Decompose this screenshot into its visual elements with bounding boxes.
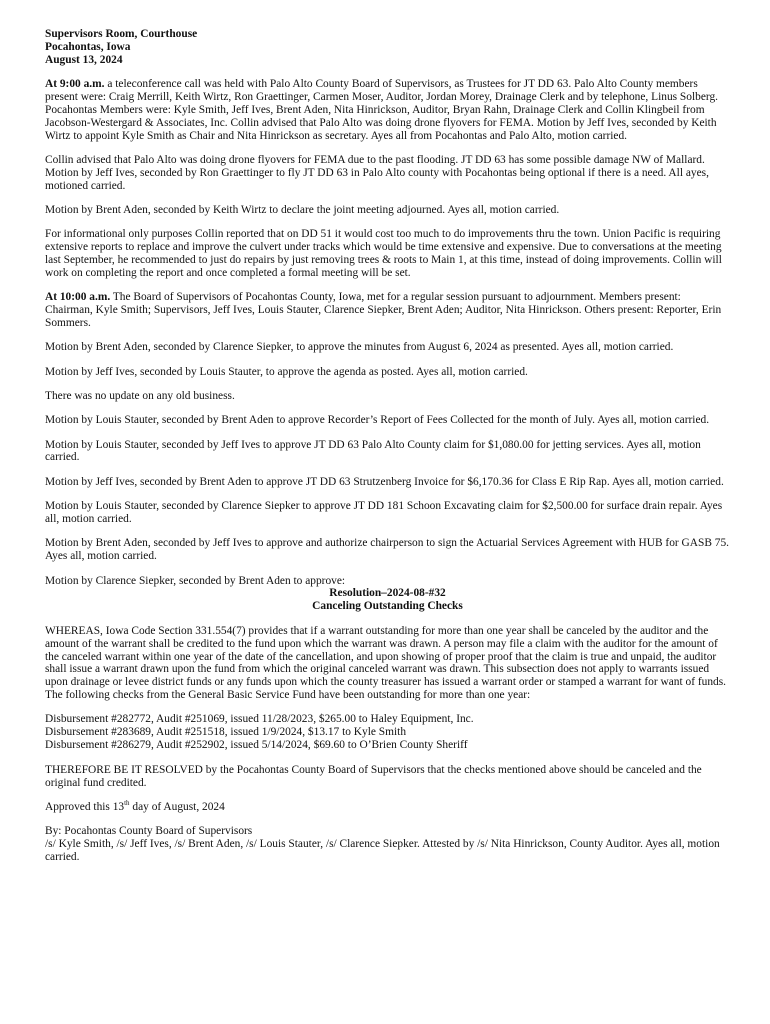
palo-alto-claim-paragraph: Motion by Louis Stauter, seconded by Jeff Ives to approve JT DD 63 Palo Alto County claim for $1,080.00 for jetting services. Ayes all, motion carried. [45, 438, 701, 464]
disbursement-list [45, 713, 730, 751]
city-line: Pocahontas, Iowa [45, 40, 131, 53]
adjourn-joint-meeting-paragraph: Motion by Brent Aden, seconded by Keith Wirtz to declare the joint meeting adjourned. Ayes all, motion carried. [45, 203, 560, 216]
recorder-report-paragraph: Motion by Louis Stauter, seconded by Brent Aden to approve Recorder’s Report of Fees Collected for the month of July. Ayes all, motion carried. [45, 414, 710, 427]
list-item: Disbursement #282772, Audit #251069, issued 11/28/2023, $265.00 to Haley Equipment, Inc. [45, 713, 474, 726]
ordinal-suffix: th [124, 799, 130, 808]
therefore-paragraph: THEREFORE BE IT RESOLVED by the Pocahontas County Board of Supervisors that the checks mentioned above should be canceled and the original fund credited. [45, 763, 702, 789]
list-item: Disbursement #283689, Audit #251518, issued 1/9/2024, $13.17 to Kyle Smith [45, 726, 407, 739]
approved-text-end: day of August, 2024 [129, 800, 225, 813]
list-item: Disbursement #286279, Audit #252902, issued 5/14/2024, $69.60 to O’Brien County Sheriff [45, 738, 468, 751]
signatures-line: /s/ Kyle Smith, /s/ Jeff Ives, /s/ Brent Aden, /s/ Louis Stauter, /s/ Clarence Siepker. Attested by /s/ Nita Hinrickson, County Auditor. Ayes all, motion carried. [45, 838, 720, 863]
dd51-report-paragraph: For informational only purposes Collin reported that on DD 51 it would cost too much to do improvements thru the town. Union Pacific is requiring extensive reports to replace and improve the culvert under tracks which would be time extensive and expensive. Due to conversations at the meeting last September, he recommended to just do repairs by just removing trees & roots to Main 1, at this time, instead of doing improvements. Collin will work on completing the report and once completed a formal meeting will be set. [45, 228, 722, 279]
document-header [45, 28, 730, 66]
drone-flyover-paragraph: Collin advised that Palo Alto was doing drone flyovers for FEMA due to the past flooding. JT DD 63 has some possible damage NW of Mallard. Motion by Jeff Ives, seconded by Ron Graettinger to fly JT DD 63 in Palo Alto county with Pocahontas being optional if there is a need. All ayes, motioned carried. [45, 153, 709, 192]
resolution-title: Canceling Outstanding Checks [312, 600, 463, 613]
approved-text: Approved this 13 [45, 800, 125, 813]
whereas-paragraph: WHEREAS, Iowa Code Section 331.554(7) provides that if a warrant outstanding for more than one year shall be canceled by the auditor and the amount of the warrant shall be credited to the fund upon which the warrant was drawn. A person may file a claim with the auditor for the amount of the canceled warrant within one year of the date of the cancellation, and upon showing of proper proof that the claim is true and unpaid, the auditor shall issue a warrant drawn upon the fund from which the original canceled warrant was drawn. This subsection does not apply to warrants issued upon drainage or levee district funds or any funds upon which the county treasurer has issued a warrant order or stamped a warrant for want of funds. [45, 625, 727, 689]
minutes-document [45, 28, 730, 864]
location-line: Supervisors Room, Courthouse [45, 28, 198, 40]
resolution-number: Resolution–2024-08-#32 [329, 587, 446, 600]
paragraph-text: a teleconference call was held with Palo Alto County Board of Supervisors, as Trustees for JT DD 63. Palo Alto County members present were: Craig Merrill, Keith Wirtz, Ron Graettinger, Carmen Moser, Auditor, Jordan Morey, Drainage Clerk and by telephone, Linus Solberg. Pocahontas Members were: Kyle Smith, Jeff Ives, Brent Aden, Nita Hinrickson, Auditor, Bryan Rahn, Drainage Clerk and Collin Klingbeil from Jacobson-Westergard & Associates, Inc. Collin advised that Palo Alto was doing drone flyovers for FEMA. Motion by Jeff Ives, seconded by Keith Wirtz to appoint Kyle Smith as Chair and Nita Hinrickson as secretary. Ayes all from Pocahontas and Palo Alto, motion carried. [45, 78, 719, 142]
schoon-claim-paragraph: Motion by Louis Stauter, seconded by Clarence Siepker to approve JT DD 181 Schoon Excavating claim for $2,500.00 for surface drain repair. Ayes all, motion carried. [45, 500, 723, 526]
actuarial-agreement-paragraph: Motion by Brent Aden, seconded by Jeff Ives to approve and authorize chairperson to sign the Actuarial Services Agreement with HUB for GASB 75. Ayes all, motion carried. [45, 537, 730, 563]
signature-block [45, 825, 730, 863]
regular-session-paragraph [45, 291, 730, 329]
paragraph-text: The Board of Supervisors of Pocahontas County, Iowa, met for a regular session pursuant to adjournment. Members present: Chairman, Kyle Smith; Supervisors, Jeff Ives, Louis Stauter, Clarence Siepker, Brent Aden; Auditor, Nita Hinrickson. Others present: Reporter, Erin Sommers. [45, 291, 722, 329]
strutzenberg-invoice-paragraph: Motion by Jeff Ives, seconded by Brent Aden to approve JT DD 63 Strutzenberg Invoice for $6,170.36 for Class E Rip Rap. Ayes all, motion carried. [45, 475, 724, 488]
agenda-approval-paragraph: Motion by Jeff Ives, seconded by Louis Stauter, to approve the agenda as posted. Ayes all, motion carried. [45, 365, 528, 378]
by-line: By: Pocahontas County Board of Supervisors [45, 825, 253, 838]
following-checks-paragraph: The following checks from the General Basic Service Fund have been outstanding for more than one year: [45, 689, 531, 701]
approved-line [45, 801, 730, 814]
minutes-approval-paragraph: Motion by Brent Aden, seconded by Clarence Siepker, to approve the minutes from August 6, 2024 as presented. Ayes all, motion carried. [45, 341, 674, 354]
date-line: August 13, 2024 [45, 53, 123, 66]
resolution-motion-paragraph: Motion by Clarence Siepker, seconded by Brent Aden to approve: [45, 574, 346, 587]
old-business-paragraph: There was no update on any old business. [45, 389, 235, 402]
time-lead: At 10:00 a.m. [45, 291, 111, 304]
teleconference-paragraph [45, 78, 730, 142]
time-lead: At 9:00 a.m. [45, 78, 105, 91]
